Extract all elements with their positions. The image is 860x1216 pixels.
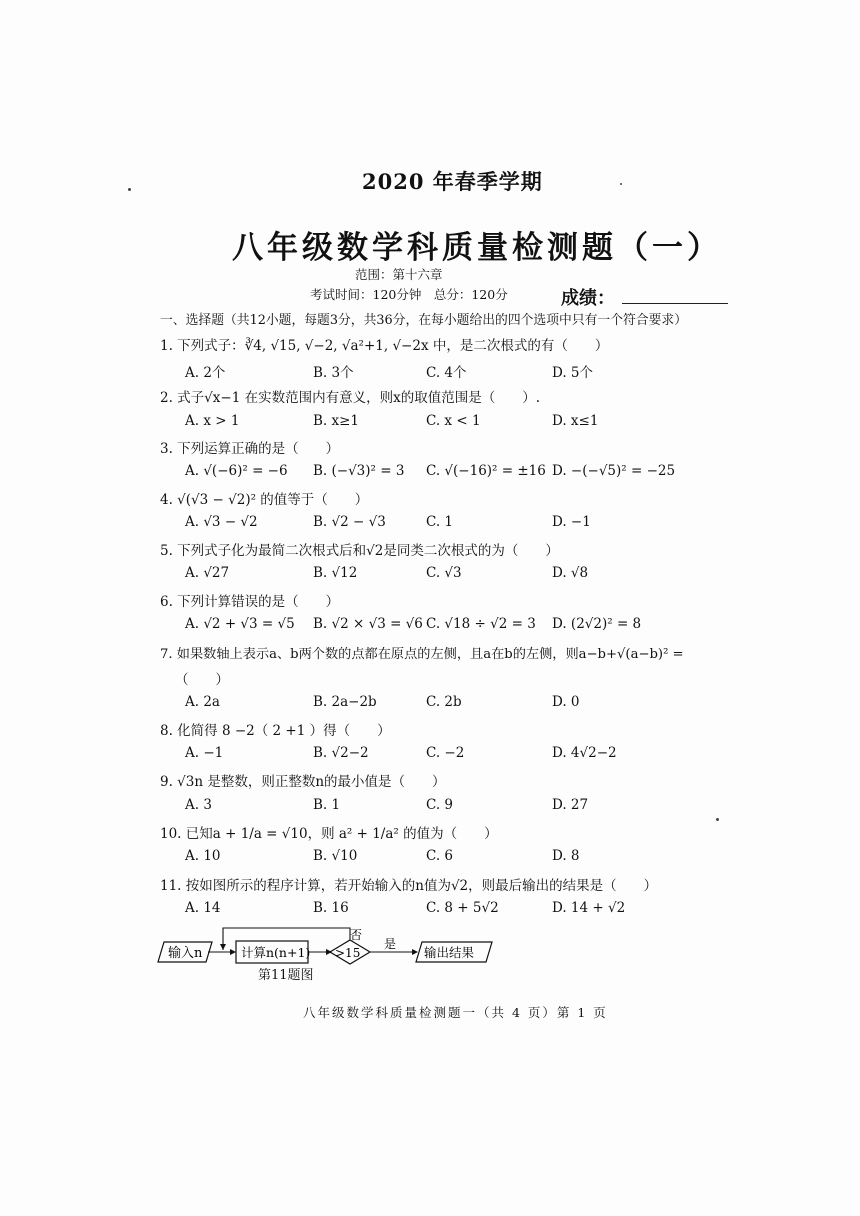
question-stem: 5. 下列式子化为最简二次根式后和√2是同类二次根式的为（ ） <box>160 543 559 559</box>
option-a: A. √(−6)² = −6 <box>185 463 288 479</box>
option-a: A. √3 − √2 <box>185 514 258 530</box>
option-d: D. −1 <box>552 514 591 530</box>
page-title: 八年级数学科质量检测题（一） <box>232 230 722 266</box>
option-a: A. √27 <box>185 565 230 581</box>
option-b: B. 2a−2b <box>313 694 377 710</box>
question-stem: 3. 下列运算正确的是（ ） <box>160 441 340 457</box>
option-b: B. 16 <box>313 900 349 916</box>
question-stem: 1. 下列式子：∛4, √15, √−2, √a²+1, √−2x 中，是二次根式的有（ ） <box>160 338 609 354</box>
option-c: C. 8 + 5√2 <box>426 900 499 916</box>
scan-speck <box>716 818 719 821</box>
scan-speck <box>620 183 622 185</box>
flowchart-diagram <box>150 920 510 980</box>
option-a: A. 2个 <box>185 365 226 381</box>
condition-label: >15 <box>335 946 361 960</box>
option-a: A. 2a <box>185 694 220 710</box>
score-label: 成绩： <box>561 288 615 309</box>
option-a: A. 10 <box>185 848 221 864</box>
option-c: C. 4个 <box>426 365 467 381</box>
option-b: B. √2 × √3 = √6 <box>313 616 423 632</box>
option-b: B. √12 <box>313 565 358 581</box>
question-stem: 9. √3n 是整数，则正整数n的最小值是（ ） <box>160 774 446 790</box>
exam-scope: 范围：第十六章 <box>355 267 443 282</box>
answer-parentheses: （ ） <box>175 672 229 688</box>
option-d: D. 0 <box>552 694 580 710</box>
option-b: B. (−√3)² = 3 <box>313 463 405 479</box>
option-d: D. 4√2−2 <box>552 745 617 761</box>
option-b: B. x≥1 <box>313 413 360 429</box>
figure-caption: 第11题图 <box>258 968 314 983</box>
option-a: A. √2 + √3 = √5 <box>185 616 295 632</box>
yes-label: 是 <box>384 937 397 951</box>
option-d: D. √8 <box>552 565 589 581</box>
option-d: D. 5个 <box>552 365 594 381</box>
question-stem: 8. 化简得 8 −2（ 2 +1 ）得（ ） <box>160 723 391 739</box>
option-b: B. √10 <box>313 848 358 864</box>
question-stem: 2. 式子√x−1 在实数范围内有意义，则x的取值范围是（ ）. <box>160 390 540 406</box>
option-a: A. 3 <box>185 797 212 813</box>
option-a: A. −1 <box>185 745 224 761</box>
output-label: 输出结果 <box>424 945 475 960</box>
option-c: C. x < 1 <box>426 413 481 429</box>
option-d: D. 14 + √2 <box>552 900 626 916</box>
question-stem: 4. √(√3 − √2)² 的值等于（ ） <box>160 492 369 508</box>
option-d: D. −(−√5)² = −25 <box>552 463 676 479</box>
semester-title: 2020 年春季学期 <box>362 169 543 194</box>
score-blank <box>622 303 728 304</box>
option-c: C. √3 <box>426 565 462 581</box>
question-stem: 7. 如果数轴上表示a、b两个数的点都在原点的左侧，且a在b的左侧，则a−b+√(a−b)² = <box>160 647 684 662</box>
section-heading: 一、选择题（共12小题，每题3分，共36分，在每小题给出的四个选项中只有一个符合要求） <box>160 313 687 328</box>
option-a: A. x > 1 <box>185 413 240 429</box>
option-c: C. 2b <box>426 694 462 710</box>
option-c: C. √(−16)² = ±16 <box>426 463 546 479</box>
no-label: 否 <box>350 928 363 942</box>
question-stem: 11. 按如图所示的程序计算，若开始输入的n值为√2，则最后输出的结果是（ ） <box>160 878 658 894</box>
option-c: C. 6 <box>426 848 454 864</box>
option-b: B. 3个 <box>313 365 354 381</box>
option-d: D. (2√2)² = 8 <box>552 616 642 632</box>
option-b: B. √2 − √3 <box>313 514 386 530</box>
input-label: 输入n <box>168 946 203 961</box>
scan-speck <box>128 188 131 191</box>
option-d: D. x≤1 <box>552 413 599 429</box>
question-stem: 10. 已知a + 1/a = √10，则 a² + 1/a² 的值为（ ） <box>160 826 498 842</box>
option-c: C. −2 <box>426 745 465 761</box>
compute-label: 计算n(n+1) <box>241 945 311 960</box>
option-c: C. 1 <box>426 514 454 530</box>
option-d: D. 27 <box>552 797 589 813</box>
option-c: C. 9 <box>426 797 454 813</box>
option-c: C. √18 ÷ √2 = 3 <box>426 616 536 632</box>
option-d: D. 8 <box>552 848 580 864</box>
question-stem: 6. 下列计算错误的是（ ） <box>160 594 340 610</box>
option-b: B. 1 <box>313 797 341 813</box>
exam-info: 考试时间：120分钟 总分：120分 <box>310 287 508 302</box>
option-b: B. √2−2 <box>313 745 369 761</box>
option-a: A. 14 <box>185 900 221 916</box>
page-footer: 八年级数学科质量检测题一（共 4 页）第 1 页 <box>303 1005 608 1020</box>
